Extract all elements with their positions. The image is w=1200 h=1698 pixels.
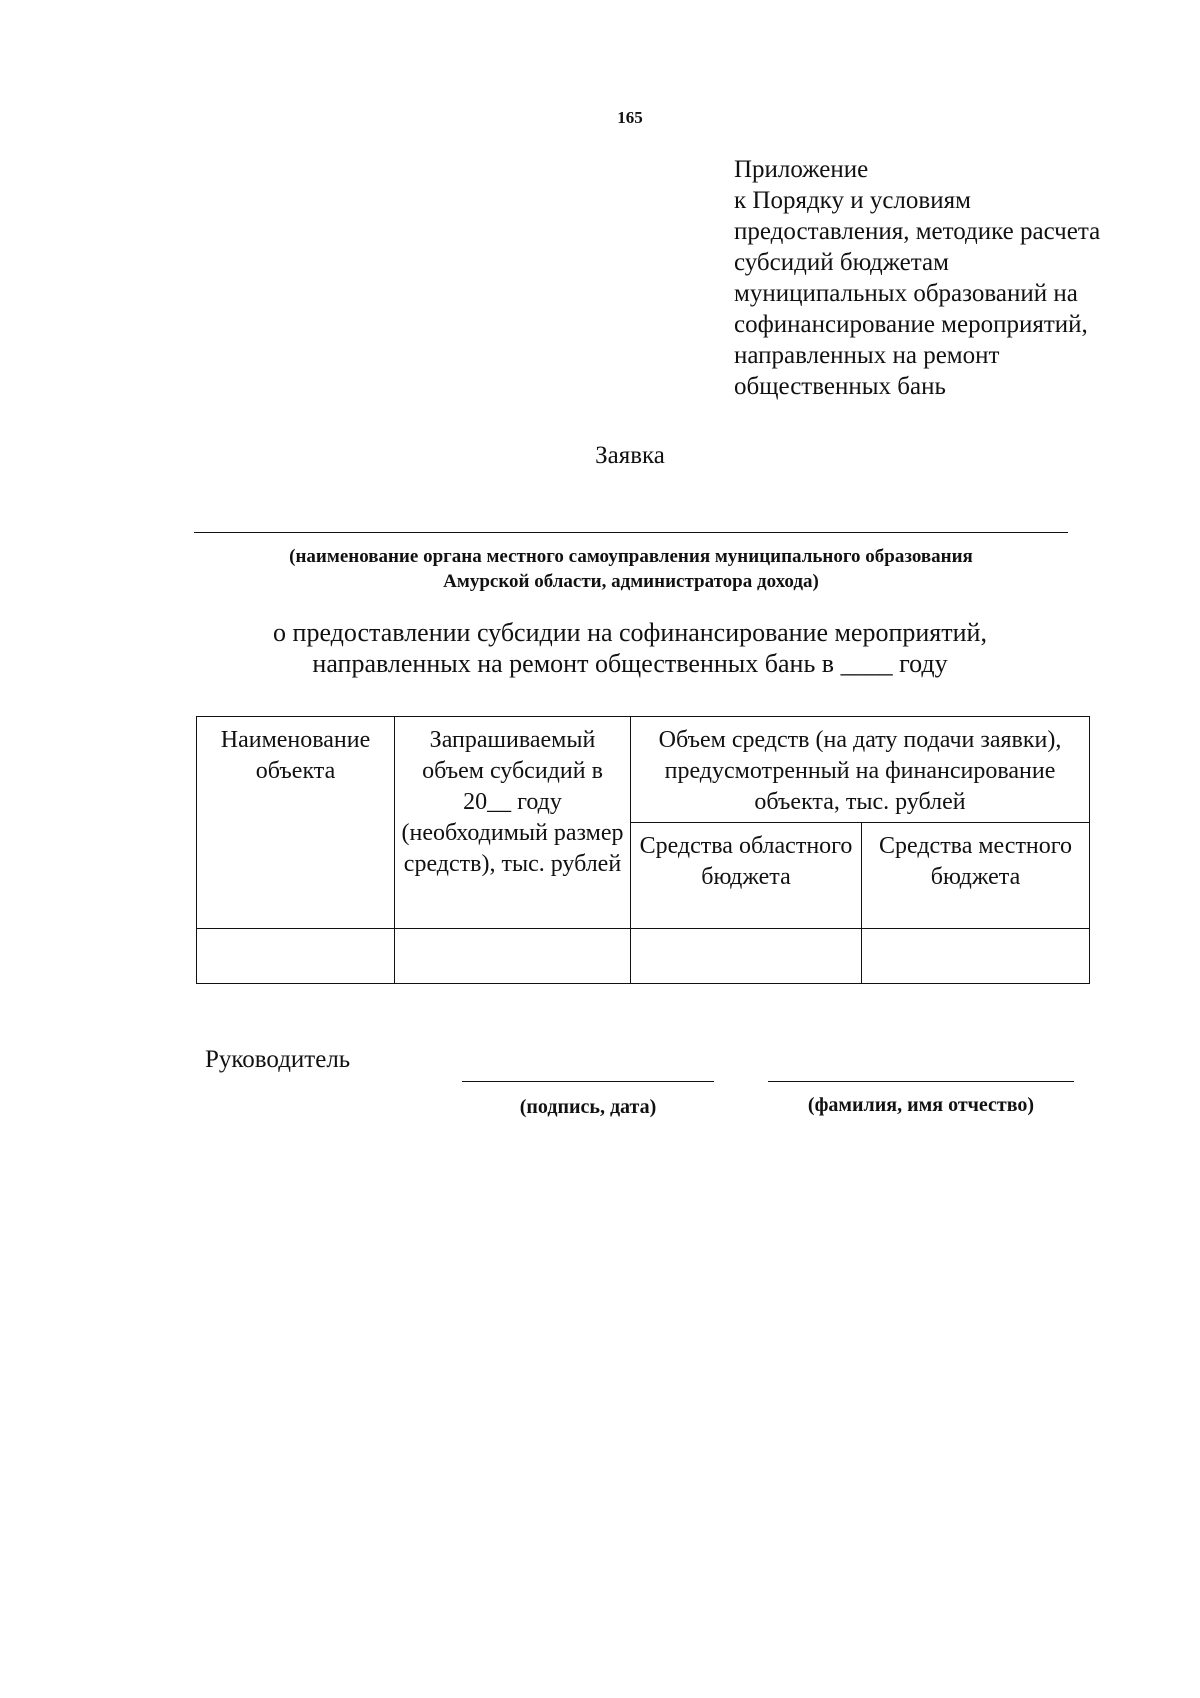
table-row — [197, 929, 1090, 984]
appendix-block — [734, 154, 1174, 402]
fullname-fill-line — [768, 1081, 1074, 1082]
table-header-row — [197, 717, 1090, 823]
org-caption-line-2: Амурской области, администратора дохода) — [443, 571, 819, 592]
cell-requested-amount — [395, 929, 631, 984]
appendix-line: софинансирование мероприятий, — [734, 311, 1088, 338]
appendix-line: общественных бань — [734, 373, 946, 400]
page-number: 165 — [617, 108, 643, 127]
org-caption-line-1: (наименование органа местного самоуправления муниципального образования — [289, 546, 973, 567]
header-regional-budget: Средства областного бюджета — [631, 823, 862, 929]
subject-line-2: направленных на ремонт общественных бань в ____ году — [312, 649, 948, 678]
fullname-caption: (фамилия, имя отчество) — [807, 1094, 1035, 1116]
header-local-budget: Средства местного бюджета — [862, 823, 1090, 929]
subject-text — [0, 617, 1200, 679]
appendix-line: субсидий бюджетам — [734, 249, 949, 276]
appendix-line: Приложение — [734, 156, 869, 183]
appendix-line: направленных на ремонт — [734, 342, 1000, 369]
signature-caption: (подпись, дата) — [519, 1096, 657, 1118]
org-name-caption — [194, 544, 1068, 594]
header-requested-amount: Запрашиваемый объем субсидий в 20__ году (необходимый размер средств), тыс. рублей — [395, 717, 631, 929]
header-funding-group: Объем средств (на дату подачи заявки), предусмотренный на финансирование объекта, тыс. рублей — [631, 717, 1090, 823]
signer-label: Руководитель — [205, 1046, 351, 1073]
cell-regional-budget — [631, 929, 862, 984]
signature-fill-line — [462, 1081, 714, 1082]
subject-line-1: о предоставлении субсидии на софинансирование мероприятий, — [273, 618, 987, 647]
appendix-line: к Порядку и условиям — [734, 187, 971, 214]
request-table — [196, 716, 1090, 984]
appendix-line: муниципальных образований на — [734, 280, 1078, 307]
cell-local-budget — [862, 929, 1090, 984]
header-object-name: Наименование объекта — [197, 717, 395, 929]
cell-object-name — [197, 929, 395, 984]
org-name-fill-line — [194, 532, 1068, 533]
appendix-line: предоставления, методике расчета — [734, 218, 1101, 245]
document-title: Заявка — [595, 442, 665, 469]
